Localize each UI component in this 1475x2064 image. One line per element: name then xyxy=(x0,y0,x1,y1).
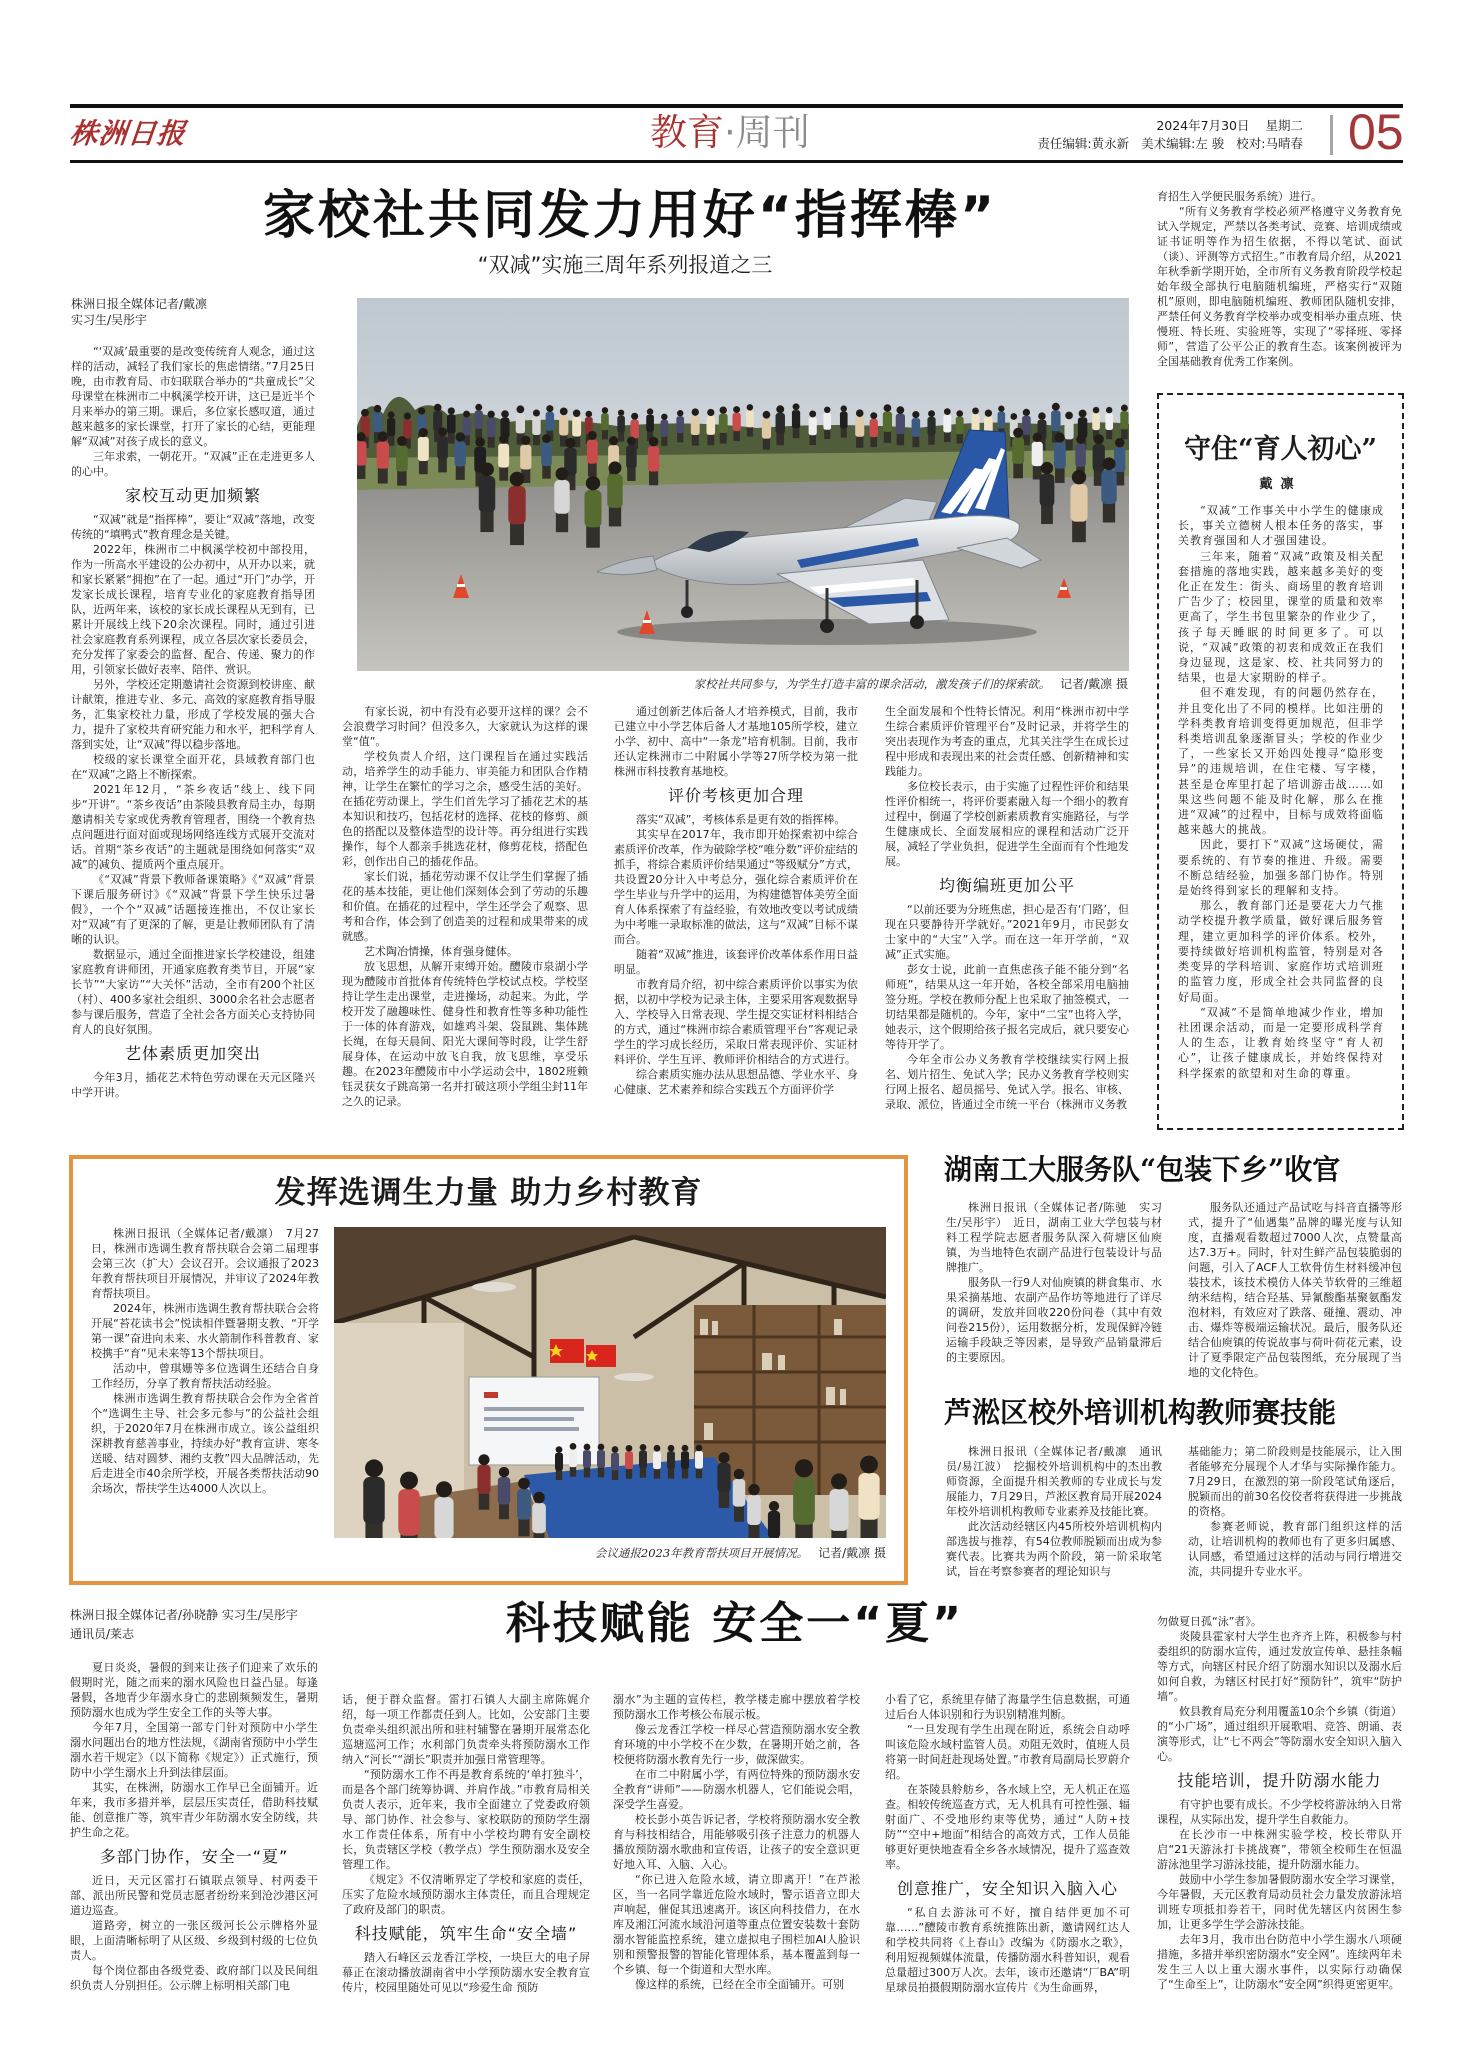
paragraph: 生全面发展和个性特长情况。利用“株洲市初中学生综合素质评价管理平台”及时记录，并将学生的突出表现作为考查的重点，尤其关注学生在成长过程中形成和表现出来的社会责任感、创新精神和实践能力。 xyxy=(885,705,1129,778)
attendee xyxy=(398,1472,419,1538)
attendee xyxy=(733,1469,746,1522)
spectator xyxy=(661,414,669,446)
spectator xyxy=(1054,433,1066,483)
spectator xyxy=(870,412,878,447)
paragraph: 多位校长表示，由于实施了过程性评价和结果性评价相统一，将评价要素融入每一个细小的教育过程中，倒逼了学校创新素质教育实施路径，与学生健康成长、全面发展相应的课程和活动广泛开展，减轻了学业负担，促进学生全面而有个性地发展。 xyxy=(885,780,1129,868)
paragraph: 彭女士说，此前一直焦虑孩子能不能分到“名师班”，结果从这一年开始，各校全部采用电脑抽签分班。学校在教师分配上也采取了抽签模式，一切结果都是随机的。今年，家中“二宝”也将入学，她表示，这个假期给孩子报名完成后，就只要安心等待开学了。 xyxy=(885,963,1129,1051)
attendee xyxy=(583,1444,591,1478)
paragraph: “你已进入危险水域，请立即离开！”在芦淞区，当一名同学靠近危险水域时，警示语音立即大声响起，催促其迅速离开。该区向科技借力，在水库及湘江河流水域沿河道等重点位置安装数十套防溺水智能监控系统，建立虚拟电子围栏加AI人脸识别和预警报警的智能化管理体系，基本覆盖到每一个乡镇、每一个街道和大型水库。 xyxy=(613,1873,860,1976)
paragraph: 数据显示，通过全面推进家长学校建设，组建家庭教育讲师团，开通家庭教育类节目，开展“家长节”“大家访”“大关怀”活动，全市有200个社区（村）、400多家社会组织、3000余名社会志愿者参与课后服务，营造了全社会各方面关心支持协同育人的良好氛围。 xyxy=(71,948,315,1036)
spectator xyxy=(855,409,864,447)
paragraph: 株洲日报讯（全媒体记者/陈驰 实习生/吴彤宇） 近日，湖南工业大学包装与材料工程学院志愿者服务队深入荷塘区仙庾镇，为当地特色农副产品进行包装设计与品牌推广。 xyxy=(946,1201,1162,1274)
art-editor: 美术编辑:左 骏 xyxy=(1141,136,1225,151)
editor-credits xyxy=(1037,136,1303,152)
safety-column-3 xyxy=(613,1692,860,1992)
attendee xyxy=(532,1492,546,1538)
spectator xyxy=(626,437,637,481)
safety-column-5 xyxy=(1157,1614,1402,1992)
paragraph: 2021年12月，“茶乡夜话”线上、线下同步“开讲”。“茶乡夜话”由茶陵县教育局主办，每期邀请相关专家或优秀教育管理者，围绕一个教育热点问题进行面对面或现场网络连线方式展开交流对话。首期“茶乡夜话”的主题就是围绕如何落实“双减”的减负、提质两个重点展开。 xyxy=(71,783,315,871)
spectator xyxy=(1101,457,1116,522)
attendee xyxy=(681,1445,689,1479)
page-number: 05 xyxy=(1348,104,1404,160)
byline-reporters: 株洲日报全媒体记者/孙晓静 实习生/吴彤宇 xyxy=(70,1608,298,1622)
safety-column-1 xyxy=(70,1660,318,1993)
attendee xyxy=(517,1478,531,1537)
attendee xyxy=(569,1443,577,1477)
attendee xyxy=(498,1467,510,1519)
spectator xyxy=(587,431,598,477)
brief-1-column-1 xyxy=(946,1200,1162,1365)
spectator xyxy=(927,410,935,445)
section-heading: 家校互动更加频繁 xyxy=(124,486,261,505)
paragraph: 因此，要打下“双减”这场硬仗，需要系统的、有节奏的推进、升级。需要不断总结经验，加强多部门协作。特别是始终得到家长的理解和支持。 xyxy=(1178,838,1384,898)
paragraph: 那么，教育部门还是要花大力气推动学校提升教学质量，做好课后服务管理，建立更加科学的评价体系。校外，要持续做好培训机构监管，特别是对各类变异的学科培训、家庭作坊式培训班的监管力度，形成全社会共同监督的良好局面。 xyxy=(1178,899,1384,1004)
attendee xyxy=(717,1452,730,1508)
paragraph: 像云龙香江学校一样尽心营造预防溺水安全教育环境的中小学校不在少数，在暑期开始之前，各校便将防溺水教育先行一步，做深做实。 xyxy=(613,1723,860,1766)
brief-2-headline: 芦淞区校外培训机构教师赛技能 xyxy=(944,1396,1337,1429)
feature-photo-caption xyxy=(595,1546,886,1560)
section-heading: 评价考核更加合理 xyxy=(667,786,804,805)
paragraph: “所有义务教育学校必须严格遵守义务教育免试入学规定，严禁以各类考试、竞赛、培训成绩或证书证明等作为招生依据，不得以笔试、面试（谈）、评测等方式招生。”市教育局介绍，从2021年秋季新学期开始，全市所有义务教育阶段学校起始年级全部执行电脑随机编班，严格实行“双随机”原则，即电脑随机编班、教师团队随机安排，严禁任何义务教育学校举办或变相举办重点班、快慢班、特长班、实验班等，实现了“零择班、零择师”，营造了公平公正的教育生态。该案例被评为全国基础教育优秀工作案例。 xyxy=(1157,205,1402,368)
spectator xyxy=(719,406,728,443)
caption-text: 家校社共同参与，为学生打造丰富的课余活动，激发孩子们的探索欲。 xyxy=(693,677,1051,691)
attendee xyxy=(793,1459,815,1538)
spectator xyxy=(776,405,785,445)
byline-correspondent: 通讯员/莱志 xyxy=(70,1627,135,1641)
paragraph: 踏入石峰区云龙香江学校，一块巨大的电子屏幕正在滚动播放湖南省中小学预防溺水安全教育宣传片，校园里随处可见以“珍爱生命 预防 xyxy=(342,1951,590,1994)
safety-column-4 xyxy=(885,1692,1130,1995)
spectator xyxy=(648,437,660,486)
section-heading: 科技赋能，筑牢生命“安全墙” xyxy=(354,1924,578,1943)
brief-1-column-2 xyxy=(1188,1200,1402,1380)
spectator xyxy=(487,411,496,448)
meeting-photo xyxy=(334,1227,886,1538)
paragraph: 学校负责人介绍，这门课程旨在通过实践活动，培养学生的动手能力、审美能力和团队合作精神，让学生在繁忙的学习之余，感受生活的美好。在插花劳动课上，学生们首先学习了插花艺术的基本知识和技巧，包括花材的选择、花枝的修剪、颜色的搭配以及整体造型的设计等。再分组进行实践操作，每个人都亲手挑选花材，修剪花枝，搭配色彩，创作出自己的插花作品。 xyxy=(342,750,588,868)
caption-text: 会议通报2023年教育帮扶项目开展情况。 xyxy=(594,1546,809,1560)
paragraph: “一旦发现有学生出现在附近，系统会自动呼叫该危险水域村监管人员。劝阻无效时，值班人员将第一时间赶赴现场处置。”市教育局副局长罗蔚介绍。 xyxy=(885,1723,1130,1781)
paragraph: 夏日炎炎，暑假的到来让孩子们迎来了欢乐的假期时光，随之而来的溺水风险也日益凸显。每逢暑假，各地青少年溺水身亡的悲剧频频发生，暑期预防溺水也成为学生安全工作的头等大事。 xyxy=(70,1661,318,1719)
paragraph: 服务队还通过产品试吃与抖音直播等形式，提升了“仙遇集”品牌的曝光度与认知度，直播观看数超过7000人次，点赞量高达7.3万+。同时，针对生鲜产品包装脆弱的问题，引入了ACF人工软骨仿生材料缓冲包装技术，该技术模仿人体关节软骨的三维超纳米结构，结合羟基、异氰酸酯基聚氨酯发泡材料，有效应对了跌落、碰撞、震动、冲击、爆炸等极端运输状况。最后，服务队还结合仙庾镇的传说故事与荷叶荷花元素，设计了夏季限定产品包装图纸，充分展现了当地的文化特色。 xyxy=(1188,1201,1402,1379)
spectator xyxy=(617,410,625,442)
paragraph: 其实，在株洲，防溺水工作早已全面铺开。近年来，我市多措并举，层层压实责任，借助科技赋能、创意推广等，筑牢青少年防溺水安全防线，共护生命之花。 xyxy=(70,1781,318,1839)
spectator xyxy=(706,409,715,445)
chief-editor: 责任编辑:黄永新 xyxy=(1037,136,1130,151)
lead-byline xyxy=(71,296,207,328)
paragraph: 攸县教育局充分利用覆盖10余个乡镇（街道）的“小广场”，通过组织开展歌唱、竞答、朗诵、表演等形式，让“七不两会”等防溺水安全知识入脑入心。 xyxy=(1157,1705,1402,1763)
spectator xyxy=(447,407,456,443)
paragraph: “‘双减’最重要的是改变传统育人观念，通过这样的活动，减轻了我们家长的焦虑情绪。”7月25日晚，由市教育局、市妇联联合举办的“共童成长”父母课堂在株洲市二中枫溪学校开讲，这已是近半个月来举办的第三期。课后，多位家长感叹道，通过越来越多的家长课堂，打开了家长的心结，更能理解“双减”对孩子成长的意义。 xyxy=(71,345,315,448)
byline-intern: 实习生/吴彤宇 xyxy=(71,313,148,327)
lead-column-1 xyxy=(71,344,315,1100)
spectator xyxy=(691,408,700,445)
commentary-title: 守住“育人初心” xyxy=(1183,434,1378,465)
date: 2024年7月30日 xyxy=(1156,118,1250,133)
masthead-bottom-rule xyxy=(70,160,1403,163)
paragraph: 今年3月，插花艺术特色劳动课在天元区隆兴中学开讲。 xyxy=(71,1071,315,1099)
spectator xyxy=(943,408,951,442)
spectator xyxy=(455,432,466,480)
spectator xyxy=(585,476,602,548)
attendee xyxy=(611,1446,619,1480)
spectator xyxy=(396,436,408,486)
attendee xyxy=(695,1444,703,1478)
paragraph: 小看了它，系统里存储了海量学生信息数据，可通过后台人体识别和行为识别精准判断。 xyxy=(885,1693,1130,1721)
commentary-body xyxy=(1178,503,1384,1081)
photo-credit: 记者/戴凛 摄 xyxy=(818,1546,886,1560)
spectator xyxy=(840,405,848,437)
commentary-box xyxy=(1157,393,1404,1130)
lead-column-3 xyxy=(614,704,858,1097)
attendee xyxy=(747,1484,761,1538)
section-heading: 均衡编班更加公平 xyxy=(938,876,1075,895)
spectator xyxy=(883,404,892,443)
spectator xyxy=(1064,412,1073,451)
spectator xyxy=(792,403,800,438)
paragraph: 去年3月，我市出台防范中小学生溺水八项硬措施，多措并举织密防溺水“安全网”。连续两年未发生三人以上重大溺水事件，以实际行动确保了“生命至上”，让防溺水“安全网”织得更密更牢。 xyxy=(1157,1933,1402,1991)
paragraph: 通过创新艺体后备人才培养模式，目前，我市已建立中小学艺体后备人才基地105所学校，建立小学、初中、高中“一条龙”培育机制。目前，我市还认定株洲市二中附属小学等27所学校为第一批株洲市科技教育基地校。 xyxy=(614,705,858,778)
spectator xyxy=(1040,462,1055,524)
paragraph: 今年7月，全国第一部专门针对预防中小学生溺水问题出台的地方性法规，《湖南省预防中小学生溺水若干规定》（以下简称《规定》）正式施行，预防中小学生溺水上升到法律层面。 xyxy=(70,1721,318,1779)
spectator xyxy=(498,435,509,481)
paragraph: 在长沙市一中株洲实验学校，校长带队开启“21天游泳打卡挑战赛”，带领全校师生在恒温游泳池里学习游泳技能，提升防溺水能力。 xyxy=(1157,1828,1402,1871)
spectator xyxy=(479,462,495,532)
paragraph: 另外，学校还定期邀请社会资源到校讲座、献计献策，推进专业、多元、高效的家庭教育指导服务，汇集家校社力量，形成了学校发展的强大合力，提升了家校共育研究能力和水平，把科学育人落到实处，让“双减”得以稳步落地。 xyxy=(71,678,315,751)
spectator xyxy=(601,407,609,439)
brief-1-headline: 湖南工大服务队“包装下乡”收官 xyxy=(944,1153,1341,1186)
spectator xyxy=(1032,433,1043,480)
safety-column-2 xyxy=(342,1692,590,1995)
paragraph: 落实“双减”，考核体系是更有效的指挥棒。 xyxy=(636,813,846,826)
section-heading: 技能培训，提升防溺水能力 xyxy=(1177,1771,1382,1790)
spectator xyxy=(475,404,483,439)
lead-subheadline: “双减”实施三周年系列报道之三 xyxy=(477,253,773,277)
paragraph: 近日，天元区雷打石镇联点领导、村两委干部、派出所民警和党员志愿者纷纷来到沧沙港区河道边巡查。 xyxy=(70,1874,318,1917)
section-heading: 创意推广，安全知识入脑入心 xyxy=(896,1879,1118,1898)
paragraph: 株洲日报讯（全媒体记者/戴凛 通讯员/易江波） 挖掘校外培训机构中的杰出教师资源，全面提升相关教师的专业成长与发展能力，7月29日，芦淞区教育局开展2024年校外培训机构教师专业素养及技能比赛。 xyxy=(946,1445,1162,1518)
paragraph: “私自去游泳可不好，擅自结伴更加不可靠……”醴陵市教育系统推陈出新，邀请网红达人和学校共同将《上春山》改编为《防溺水之歌》，利用短视频媒体流量，传播防溺水科普知识，观看总量超过300万人次。去年，该市还邀请“厂BA”明星球员拍摄假期防溺水宣传片《为生命画界， xyxy=(885,1906,1130,1994)
spectator xyxy=(418,428,429,474)
attendee xyxy=(858,1456,879,1538)
paragraph: 在茶陵县舲舫乡，各水域上空，无人机正在巡查。相较传统巡查方式，无人机具有可控性强、辐射面广、不受地形约束等优势，通过“人防+技防”“空中+地面”相结合的高效方式，工作人员能够更好更快地查看全乡各水域情况，提升了巡查效率。 xyxy=(885,1783,1130,1871)
spectator xyxy=(912,411,921,447)
spectator xyxy=(377,431,389,483)
feature-body xyxy=(91,1226,319,1496)
attendee xyxy=(625,1445,633,1479)
lead-headline: 家校社共同发力用好“指挥棒” xyxy=(262,186,998,246)
paragraph: 活动中，曾琪姗等多位选调生还结合自身工作经历，分享了教育帮扶活动经验。 xyxy=(91,1362,319,1390)
spectator xyxy=(532,409,540,445)
attendee xyxy=(477,1454,490,1509)
paragraph: 有守护也要有成长。不少学校将游泳纳入日常课程，从实际出发，提升学生自救能力。 xyxy=(1157,1798,1402,1826)
paragraph: 艺术陶冶情操，体育强身健体。 xyxy=(364,945,518,958)
paragraph: “双减”不是简单地减少作业，增加社团课余活动，而是一定要形成科学育人的生态，让教育始终坚守“育人初心”，让孩子健康成长，并始终保持对科学探索的欲望和对生命的尊重。 xyxy=(1178,1005,1384,1080)
attendee xyxy=(667,1445,675,1479)
proofreader: 校对:马晴春 xyxy=(1236,136,1303,151)
paragraph: 今年全市公办义务教育学校继续实行网上报名、划片招生、免试入学；民办义务教育学校则实行网上报名、超员摇号、免试入学。报名、审核、录取、派位，皆通过全市统一平台（株洲市义务教 xyxy=(885,1053,1129,1111)
safety-headline: 科技赋能 安全一“夏” xyxy=(505,1598,965,1649)
byline-reporter: 株洲日报全媒体记者/戴凛 xyxy=(71,297,208,311)
section-heading: 多部门协作，安全一“夏” xyxy=(99,1847,289,1866)
attendee xyxy=(639,1444,647,1478)
attendee xyxy=(434,1481,453,1538)
paragraph: 像这样的系统，已经在全市全面铺开。可别 xyxy=(635,1978,844,1991)
section-title xyxy=(650,110,810,156)
paragraph: 《规定》不仅清晰界定了学校和家庭的责任，压实了危险水域预防溺水主体责任，而且合理规定了政府及部门的职责。 xyxy=(342,1873,590,1916)
event-photo xyxy=(357,298,1129,671)
commentary-author: 戴凛 xyxy=(1259,477,1302,492)
lead-column-4 xyxy=(885,704,1129,1112)
spectator xyxy=(956,410,964,443)
paragraph: 有家长说，初中有没有必要开这样的课？会不会浪费学习时间？但没多久，大家就认为这样的课堂“值”。 xyxy=(342,705,588,748)
paragraph: 放飞思想，从解开束缚开始。醴陵市泉湖小学现为醴陵市首批体育传统特色学校试点校。学校坚持让学生走出课堂，走进操场，动起来。为此，学校开发了融趣味性、健身性和教育性等多种功能性于一体的体育游戏，如雄鸡斗架、袋鼠跳、集体跳长绳，在每天晨间、阳光大课间等时段，让学生舒展身体，在运动中放飞自我，放飞思维，享受乐趣。在2023年醴陵市中小学运动会中，1802班赖钰灵获女子跳高第一名并打破这项小学组尘封11年之久的记录。 xyxy=(342,960,588,1108)
paragraph: 株洲日报讯（全媒体记者/戴凛） 7月27日，株洲市选调生教育帮扶联合会第二届理事会第三次（扩大）会议召开。会议通报了2023年教育帮扶项目开展情况，并审议了2024年教育帮扶项目。 xyxy=(91,1227,319,1300)
section-title-main: 教育 xyxy=(650,111,724,154)
paragraph: 家长们说，插花劳动课不仅让学生们掌握了插花的基本技能，更让他们深刻体会到了劳动的乐趣和价值。在插花的过程中，学生还学会了观察、思考和合作，体会到了创造美的过程和成果带来的成就感。 xyxy=(342,870,588,943)
issue-date xyxy=(1156,118,1303,134)
weekday: 星期二 xyxy=(1265,118,1303,133)
attendee xyxy=(653,1445,661,1479)
paragraph: 《“双减”背景下教师备课策略》《“双减”背景下课后服务研讨》《“双减”背景下学生快乐过暑假》，一个个“双减”话题接连推出，不仅让家长对“双减”有了更深的了解，更是让教师团队有了清晰的认识。 xyxy=(71,873,315,946)
paragraph: 综合素质实施办法从思想品德、学业水平、身心健康、艺术素养和综合实践五个方面评价学 xyxy=(614,1068,858,1096)
spectator xyxy=(1120,404,1128,439)
spectator xyxy=(823,407,831,439)
paragraph: 市教育局介绍，初中综合素质评价以事实为依据，以初中学校为记录主体，主要采用客观数据导入、学校导入日常表现、学生提交实证材料相结合的方式，通过“株洲市综合素质管理平台”客观记录学生的学习成长经历，采取日常表现评价、实证材料评价、学生互评、教师评价相结合的方式进行。 xyxy=(614,978,858,1066)
paragraph: 勿做夏日孤“泳”者》。 xyxy=(1157,1615,1262,1628)
section-heading: 艺体素质更加突出 xyxy=(124,1044,261,1063)
paragraph: 校长彭小英告诉记者，学校将预防溺水安全教育与科技相结合，用能够吸引孩子注意力的机器人播放预防溺水歌曲和宣传语，让孩子的安全意识更好地入耳、入脑、入心。 xyxy=(613,1813,860,1871)
attendee xyxy=(597,1444,605,1478)
paragraph: 服务队一行9人对仙庾镇的耕食集市、水果采摘基地、农副产品作坊等地进行了详尽的调研，发放并回收220份问卷（其中有效问卷215份），运用数据分析，发现保鲜冷链运输手段缺乏等因素，是导致产品销量滞后的主要原因。 xyxy=(946,1276,1162,1364)
paragraph: 炎陵县霍家村大学生也齐齐上阵，积极参与村委组织的防溺水宣传，通过发放宣传单、悬挂条幅等方式，向辖区村民介绍了防溺水知识以及溺水后如何自救，为辖区村民打好“预防针”，筑牢“防护墙”。 xyxy=(1157,1630,1402,1703)
brief-2-column-2 xyxy=(1188,1444,1402,1579)
paragraph: 鼓励中小学生参加暑假防溺水安全学习课堂，今年暑假，天元区教育局动员社会力量发放游泳培训班专项抵扣券若干，同时优先辖区内贫困生参加，让更多学生学会游泳技能。 xyxy=(1157,1873,1402,1931)
spectator xyxy=(746,404,754,437)
paragraph: 株洲市选调生教育帮扶联合会作为全省首个“选调生主导、社会多元参与”的公益社会组织，于2020年7月在株洲市成立。该公益组织深耕教育慈善事业，持续办好“教育宣讲、寒冬送暖、结对圆梦、湘约支教”四大品牌活动，先后走进全市40余所学校，开展各类帮扶活动90余场次，帮扶学生达4000人次以上。 xyxy=(91,1392,319,1495)
masthead-divider xyxy=(1330,115,1333,155)
lead-column-5 xyxy=(1157,189,1402,369)
masthead-top-rule xyxy=(70,104,1403,108)
spectator xyxy=(809,411,817,445)
spectator xyxy=(646,408,654,440)
paragraph: “双减”工作事关中小学生的健康成长，事关立德树人根本任务的落实，事关教育强国和人才强国建设。 xyxy=(1178,504,1384,548)
spectator xyxy=(541,434,552,479)
paragraph: 道路旁，树立的一张区级河长公示牌格外显眼，上面清晰标明了从区级、乡级到村级的七位负责人。 xyxy=(70,1919,318,1962)
paragraph: 但不难发现，有的问题仍然存在，并且变化出了不同的模样。比如注册的学科类教育培训变得更加规范，但非学科类培训乱象逐渐冒头；学校的作业少了，一些家长又开始四处搜寻“隐形变异”的违规培训，在住宅楼、写字楼，甚至是仓库里打起了培训游击战……如果这些问题不能及时化解，那么在推进“双减”的过程中，目标与成效将面临越来越大的挑战。 xyxy=(1178,686,1384,837)
paragraph: 2024年，株洲市选调生教育帮扶联合会将开展“苔花读书会”悦读相伴暨暑期支教、“开学第一课”奋进向未来、水火箭制作科普教育、家校携手“育”见未来等13个帮扶项目。 xyxy=(91,1302,319,1360)
attendee xyxy=(363,1459,384,1538)
attendee xyxy=(829,1473,848,1538)
paragraph: “以前还要为分班焦虑，担心是否有‘门路’，但现在只要静待开学就好。”2021年9月，市民彭女士家中的“大宝”入学。而在这一年开学前，“双减”正式实施。 xyxy=(885,903,1129,961)
paragraph: “双减”就是“指挥棒”，要让“双减”落地，改变传统的“填鸭式”教育理念是关键。 xyxy=(71,513,315,541)
spectator xyxy=(1012,428,1024,479)
feature-headline: 发挥选调生力量 助力乡村教育 xyxy=(274,1175,703,1211)
spectator xyxy=(508,472,525,545)
safety-byline xyxy=(70,1606,298,1644)
paragraph: 话，便于群众监督。雷打石镇人大副主席陈娓介绍，每一项工作都责任到人。比如，公安部门主要负责牵头组织派出所和驻村辅警在暑期开展常态化巡塘巡河工作；水利部门负责牵头将预防溺水工作纳入“河长”“湖长”职责并加强日常管理等。 xyxy=(342,1693,590,1766)
lead-column-2 xyxy=(342,704,588,1109)
spectator xyxy=(676,410,684,442)
spectator xyxy=(1070,470,1087,542)
spectator xyxy=(1105,407,1113,439)
paragraph: 溺水”为主题的宣传栏，教学楼走廊中摆放着学校预防溺水工作考核公布展示板。 xyxy=(613,1693,860,1721)
paragraph: 随着“双减”推进，该套评价改革体系作用日益明显。 xyxy=(614,948,858,976)
paragraph: 三年来，随着“双减”政策及相关配套措施的落地实践，越来越多美好的变化正在发生：街头、商场里的教育培训广告少了；校园里，课堂的质量和效率更高了，学生书包里繁杂的作业少了，孩子每天睡眠的时间更多了。可以说，“双减”政策的初衷和成效正在我们身边显现，这是家、校、社共同努力的结果，也是大家期盼的样子。 xyxy=(1178,549,1384,685)
paragraph: 其实早在2017年，我市即开始探索初中综合素质评价改革，作为破除学校“唯分数”评价症结的抓手，将综合素质评价结果通过“等级赋分”方式，共设置20分计入中考总分，强化综合素质评价在学生毕业与升学中的运用，为构建德智体美劳全面育人体系探索了有益经验，有效地改变以考试成绩为中考唯一录取标准的做法，这与“双减”目标不谋而合。 xyxy=(614,828,858,946)
paragraph: “预防溺水工作不再是教育系统的‘单打独斗’，而是各个部门统筹协调、并肩作战。”市教育局相关负责人表示，近年来，我市全面建立了党委政府领导、部门协作、社会参与、家校联防的预防学生溺水工作责任体系，所有中小学校均聘有安全副校长，负责辖区学校（教学点）学生预防溺水及安全管理工作。 xyxy=(342,1768,590,1871)
photo-credit: 记者/戴凛 摄 xyxy=(1060,677,1128,691)
newspaper-logo: 株洲日报 xyxy=(68,117,188,150)
spectator xyxy=(387,411,395,446)
attendee xyxy=(768,1501,780,1538)
spectator xyxy=(554,467,569,532)
spectator xyxy=(607,461,622,526)
paragraph: 参赛老师说，教育部门组织这样的活动，让培训机构的教师也有了更多归属感、认同感，希望通过这样的活动与同行增进交流，共同提升专业水平。 xyxy=(1188,1520,1402,1578)
paragraph: 三年求索，一朝花开。“双减”正在走进更多人的心中。 xyxy=(71,450,315,478)
lead-photo-caption xyxy=(694,677,1128,691)
spectator xyxy=(437,427,448,472)
paragraph: 在市二中附属小学，有两位特殊的预防溺水安全教育“讲师”——防溺水机器人，它们能说会唱，深受学生喜爱。 xyxy=(613,1768,860,1811)
spectator xyxy=(896,406,905,445)
section-title-sub: ·周刊 xyxy=(724,111,810,154)
spectator xyxy=(732,406,740,441)
spectator xyxy=(762,411,771,450)
paragraph: 校级的家长课堂全面开花，县域教育部门也在“双减”之路上不断探索。 xyxy=(71,753,315,781)
paragraph: 每个岗位都由各级党委、政府部门以及民间组织负责人分别担任。公示牌上标明相关部门电 xyxy=(70,1964,318,1992)
paragraph: 育招生入学便民服务系统）进行。 xyxy=(1157,190,1322,203)
paragraph: 基础能力；第二阶段则是技能展示，让入围者能够充分展现个人才华与实际操作能力。7月29日，在激烈的第一阶段笔试角逐后，脱颖而出的前30名佼佼者将获得进一步挑战的资格。 xyxy=(1188,1445,1402,1518)
attendee xyxy=(555,1446,563,1480)
paragraph: 2022年，株洲市二中枫溪学校初中部投用，作为一所高水平建设的公办初中，从开办以来，就和家长紧紧“拥抱”在了一起。通过“开门”办学，开发家长成长课程，培育专业化的家庭教育指导团队，近两年来，该校的家长成长课程从无到有，已累计开展线上线下20余次课程。同时，通过引进社会家庭教育系列课程，成立各层次家长委员会，充分发挥了家委会的监督、配合、传递、聚力的作用，引领家长做好表率、陪伴、赏识。 xyxy=(71,543,315,676)
brief-2-column-1 xyxy=(946,1444,1162,1579)
paragraph: 此次活动经辖区内45所校外培训机构内部选拔与推荐，有54位教师脱颖而出成为参赛代表。比赛共为两个阶段，第一阶采取笔试，旨在考察参赛者的理论知识与 xyxy=(946,1520,1162,1578)
